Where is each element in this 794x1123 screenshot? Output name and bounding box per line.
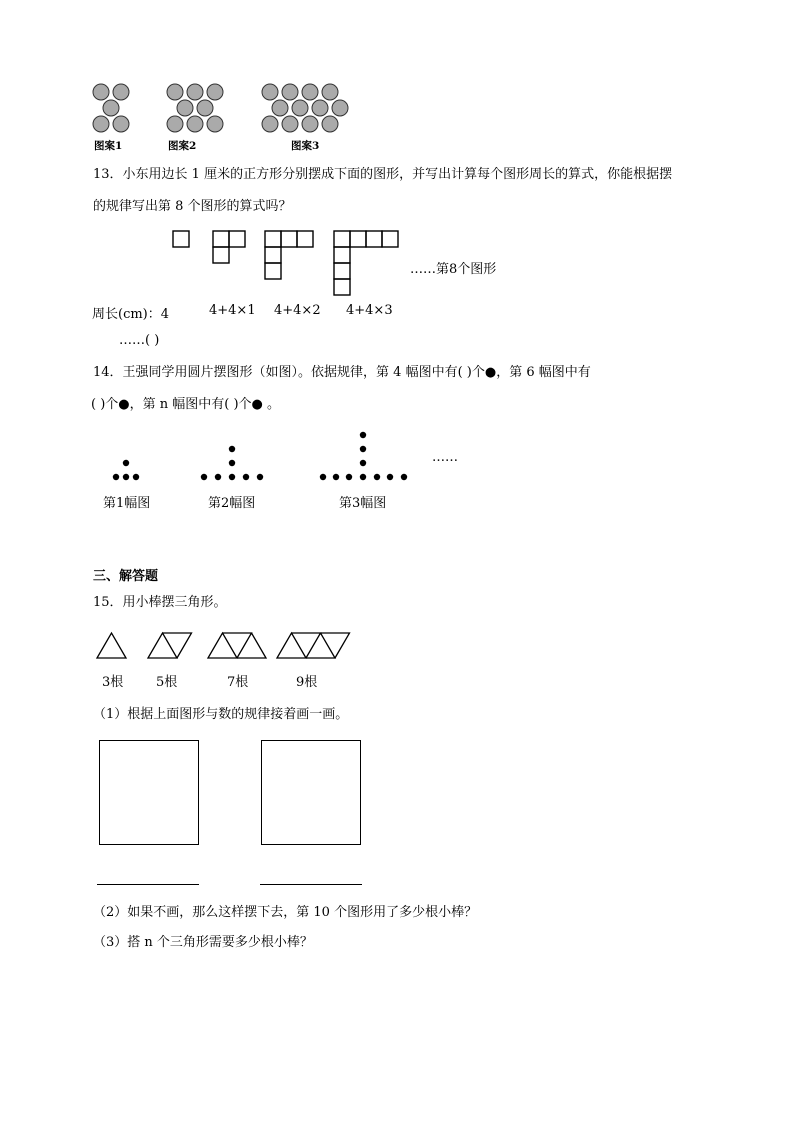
pattern-2-label: 图案2 [168,140,197,152]
formula-4: 4+4×3 [346,303,393,318]
answer-line-2[interactable] [260,884,362,885]
stick-label-1: 3根 [102,675,124,690]
stick-label-4: 9根 [296,675,318,690]
q13-text-line1: 13．小东用边长 1 厘米的正方形分别摆成下面的图形，并写出计算每个图形周长的算式，你能根据摆 [93,167,673,182]
answer-line-1[interactable] [97,884,199,885]
q14-text-line1: 14．王强同学用圆片摆图形（如图）。依据规律，第 4 幅图中有( )个●，第 6 幅图中有 [93,365,591,380]
stick-label-2: 5根 [156,675,178,690]
dot-figure-1-label: 第1幅图 [103,496,151,511]
dot-ellipsis: …… [432,450,458,465]
q14-text-line2: ( )个●，第 n 幅图中有( )个● 。 [91,397,281,412]
pattern-3-label: 图案3 [291,140,320,152]
dot-figure-2-label: 第2幅图 [208,496,256,511]
drawing-box-1[interactable] [99,740,199,845]
q15-sub3: （3）搭 n 个三角形需要多少根小棒？ [93,935,313,950]
q15-text: 15．用小棒摆三角形。 [93,595,227,610]
section-title: 三、解答题 [93,569,159,584]
q15-sub2: （2）如果不画，那么这样摆下去，第 10 个图形用了多少根小棒？ [93,905,478,920]
formula-2: 4+4×1 [209,303,256,318]
q13-answer-blank[interactable]: ……( ) [119,333,160,348]
drawing-box-2[interactable] [261,740,361,845]
q15-sub1: （1）根据上面图形与数的规律接着画一画。 [93,707,349,722]
formula-3: 4+4×2 [274,303,321,318]
dot-figure-3-label: 第3幅图 [339,496,387,511]
pattern-1-label: 图案1 [94,140,123,152]
perimeter-prefix: 周长(cm)：4 [92,307,170,322]
stick-label-3: 7根 [227,675,249,690]
q13-text-line2: 的规律写出第 8 个图形的算式吗？ [93,199,292,214]
eighth-figure-label: ……第8个图形 [410,262,497,277]
